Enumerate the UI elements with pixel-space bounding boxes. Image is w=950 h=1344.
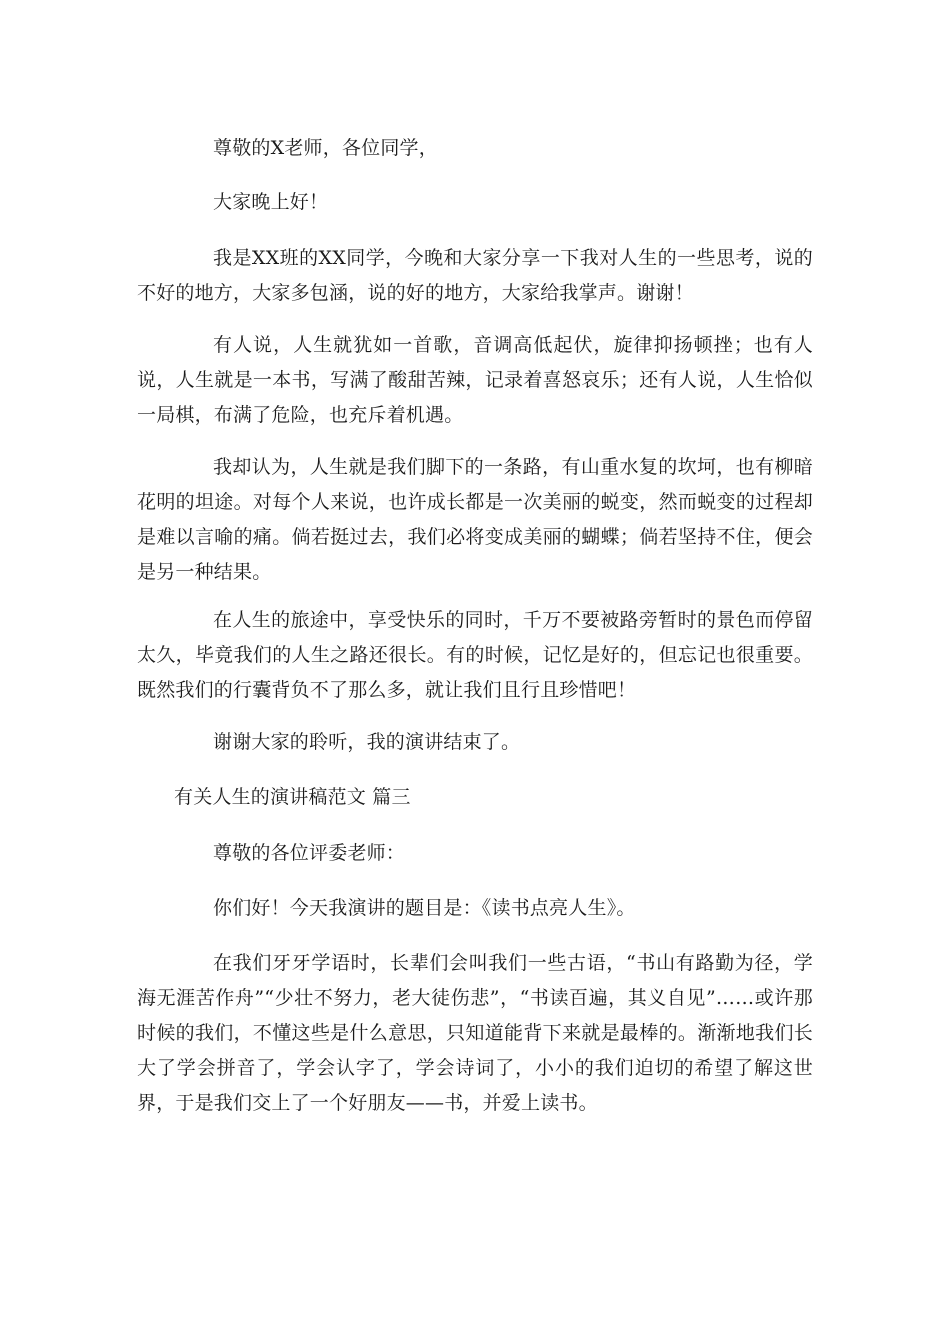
salutation-paragraph: 尊敬的X老师，各位同学， — [213, 137, 438, 159]
salutation-paragraph-2: 尊敬的各位评委老师： — [213, 842, 406, 864]
section-heading: 有关人生的演讲稿范文 篇三 — [174, 786, 411, 808]
intro-paragraph: 我是XX班的XX同学，今晚和大家分享一下我对人生的一些思考，说的不好的地方，大家多包涵，说的好的地方，大家给我掌声。谢谢！ — [137, 247, 813, 304]
body-paragraph-road: 我却认为，人生就是我们脚下的一条路，有山重水复的坎坷，也有柳暗花明的坦途。对每个人来说，也许成长都是一次美丽的蜕变，然而蜕变的过程却是难以言喻的痛。倘若挺过去，我们必将变成美丽的蝴蝶；倘若坚持不住，便会是另一种结果。 — [137, 456, 813, 583]
greeting-paragraph-2: 你们好！今天我演讲的题目是：《读书点亮人生》。 — [213, 897, 636, 919]
body-paragraph-reading: 在我们牙牙学语时，长辈们会叫我们一些古语，“书山有路勤为径，学海无涯苦作舟”“少壮不努力，老大徒伤悲”，“书读百遍，其义自见”……或许那时候的我们，不懂这些是什么意思，只知道能背下来就是最棒的。渐渐地我们长大了学会拼音了，学会认字了，学会诗词了，小小的我们迫切的希望了解这世界，于是我们交上了一个好朋友——书，并爱上读书。 — [137, 952, 813, 1114]
body-paragraph-journey: 在人生的旅途中，享受快乐的同时，千万不要被路旁暂时的景色而停留太久，毕竟我们的人生之路还很长。有的时候，记忆是好的，但忘记也很重要。既然我们的行囊背负不了那么多，就让我们且行且珍惜吧！ — [137, 609, 813, 701]
greeting-paragraph: 大家晚上好！ — [213, 191, 329, 213]
closing-paragraph: 谢谢大家的聆听，我的演讲结束了。 — [213, 731, 521, 753]
body-paragraph-metaphors: 有人说，人生就犹如一首歌，音调高低起伏，旋律抑扬顿挫；也有人说，人生就是一本书，写满了酸甜苦辣，记录着喜怒哀乐；还有人说，人生恰似一局棋，布满了危险，也充斥着机遇。 — [137, 334, 813, 426]
